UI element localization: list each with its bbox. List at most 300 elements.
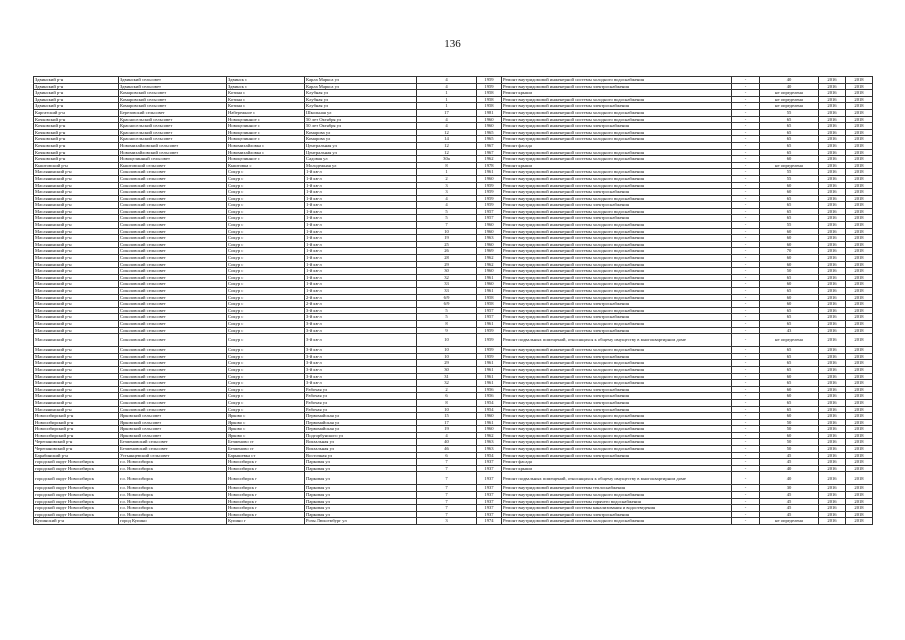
table-cell-cost: 65 <box>760 129 819 136</box>
table-cell-work: Ремонт подвальных помещений, относящихся к общему имуществу в многоквартирном доме <box>502 334 732 347</box>
table-cell-work: Ремонт крыши <box>502 162 732 169</box>
table-cell-house: 32 <box>417 380 477 387</box>
table-cell-street: 3-й кв-л <box>305 373 417 380</box>
table-cell-cost: 65 <box>760 366 819 373</box>
table-cell-year_to: 2018 <box>846 248 873 255</box>
table-cell-street: 1-й кв-л <box>305 215 417 222</box>
table-cell-locality: Новоцелинное с <box>227 129 305 136</box>
table-cell-count: - <box>732 511 760 518</box>
table-cell-cost: 65 <box>760 195 819 202</box>
table-cell-street: 3-й кв-л <box>305 320 417 327</box>
table-cell-year: 1965 <box>477 136 502 143</box>
table-cell-year: 1958 <box>477 90 502 97</box>
table-cell-street: Комарова ул <box>305 136 417 143</box>
table-cell-count: - <box>732 360 760 367</box>
table-cell-settlement: Ярковский сельсовет <box>119 432 227 439</box>
table-cell-house: 7 <box>417 505 477 512</box>
table-cell-work: Ремонт внутридомовой инженерной системы холодного водоснабжения <box>502 109 732 116</box>
table-cell-house: 19 <box>417 235 477 242</box>
table-cell-count: - <box>732 149 760 156</box>
table-cell-cost: 50 <box>760 426 819 433</box>
table-cell-locality: Ярково с <box>227 413 305 420</box>
table-cell-district: Маслянинский р-н <box>34 189 119 196</box>
table-cell-year_from: 2016 <box>819 195 846 202</box>
table-cell-district: Здвинский р-н <box>34 83 119 90</box>
table-cell-district: Маслянинский р-н <box>34 169 119 176</box>
table-cell-year_to: 2018 <box>846 274 873 281</box>
table-cell-settlement: г.о. Новосибирск <box>119 492 227 499</box>
table-cell-year: 1961 <box>477 274 502 281</box>
table-cell-settlement: Соколовский сельсовет <box>119 366 227 373</box>
table-cell-year_from: 2016 <box>819 228 846 235</box>
table-cell-locality: Новосибирск г <box>227 465 305 472</box>
table-row <box>34 334 873 347</box>
table-cell-work: Ремонт внутридомовой инженерной системы холодного водоснабжения <box>502 288 732 295</box>
table-row <box>34 452 873 459</box>
table-cell-street: Рабочая ул <box>305 386 417 393</box>
table-cell-settlement: Березовский сельсовет <box>119 109 227 116</box>
table-cell-year_from: 2016 <box>819 235 846 242</box>
table-cell-house: 15 <box>417 413 477 420</box>
table-cell-district: Кочковский р-н <box>34 156 119 163</box>
table-cell-street: 1-й кв-л <box>305 195 417 202</box>
table-cell-locality: Сокур с <box>227 202 305 209</box>
table-cell-year_from: 2016 <box>819 485 846 492</box>
table-cell-locality: Сокур с <box>227 228 305 235</box>
table-cell-count: - <box>732 142 760 149</box>
table-cell-year_from: 2016 <box>819 505 846 512</box>
table-cell-locality: Здвинск с <box>227 83 305 90</box>
table-cell-district: городской округ Новосибирск <box>34 459 119 466</box>
table-cell-settlement: Соколовский сельсовет <box>119 399 227 406</box>
table-cell-year: 1959 <box>477 347 502 354</box>
table-cell-locality: Новосибирск г <box>227 472 305 485</box>
table-cell-locality: Сокур с <box>227 189 305 196</box>
table-cell-house: 10 <box>417 353 477 360</box>
table-row <box>34 228 873 235</box>
table-cell-street: Парковая ул <box>305 472 417 485</box>
table-cell-settlement: город Купино <box>119 518 227 525</box>
table-cell-house: 33 <box>417 288 477 295</box>
table-cell-year_to: 2018 <box>846 129 873 136</box>
table-cell-house: 4 <box>417 432 477 439</box>
table-cell-year: 1958 <box>477 96 502 103</box>
table-cell-year: 1937 <box>477 465 502 472</box>
table-cell-house: 1 <box>417 103 477 110</box>
table-cell-year_from: 2016 <box>819 241 846 248</box>
table-cell-district: Маслянинский р-н <box>34 261 119 268</box>
table-cell-house: 7 <box>417 485 477 492</box>
table-cell-cost: 65 <box>760 123 819 130</box>
table-cell-count: - <box>732 288 760 295</box>
table-cell-year: 1960 <box>477 175 502 182</box>
table-cell-count: - <box>732 505 760 512</box>
table-cell-year_to: 2018 <box>846 268 873 275</box>
table-cell-year_from: 2016 <box>819 432 846 439</box>
table-cell-house: 1 <box>417 169 477 176</box>
table-cell-cost: 60 <box>760 393 819 400</box>
table-cell-settlement: Ярковский сельсовет <box>119 413 227 420</box>
table-cell-settlement: Соколовский сельсовет <box>119 307 227 314</box>
table-cell-settlement: Соколовский сельсовет <box>119 175 227 182</box>
table-cell-settlement: Соколовский сельсовет <box>119 208 227 215</box>
table-cell-street: 1-й кв-л <box>305 169 417 176</box>
table-cell-year_to: 2018 <box>846 353 873 360</box>
table-cell-cost: 65 <box>760 307 819 314</box>
table-cell-district: Маслянинский р-н <box>34 288 119 295</box>
table-cell-year_to: 2018 <box>846 386 873 393</box>
table-cell-house: 17 <box>417 419 477 426</box>
table-row <box>34 162 873 169</box>
table-cell-year_to: 2018 <box>846 149 873 156</box>
table-cell-year: 1960 <box>477 281 502 288</box>
table-cell-district: городской округ Новосибирск <box>34 472 119 485</box>
table-cell-year_to: 2018 <box>846 347 873 354</box>
table-row <box>34 103 873 110</box>
table-cell-count: - <box>732 419 760 426</box>
table-cell-year_to: 2018 <box>846 116 873 123</box>
table-row <box>34 182 873 189</box>
table-row <box>34 353 873 360</box>
table-cell-work: Ремонт внутридомовой инженерной системы холодного водоснабжения <box>502 380 732 387</box>
table-cell-year_from: 2016 <box>819 208 846 215</box>
table-cell-year_from: 2016 <box>819 465 846 472</box>
table-cell-settlement: Ярковский сельсовет <box>119 419 227 426</box>
table-cell-district: Маслянинский р-н <box>34 182 119 189</box>
table-row <box>34 307 873 314</box>
table-cell-count: - <box>732 235 760 242</box>
table-cell-locality: Сокур с <box>227 399 305 406</box>
table-cell-house: 7 <box>417 492 477 499</box>
table-cell-count: - <box>732 426 760 433</box>
table-cell-year_to: 2018 <box>846 373 873 380</box>
table-cell-street: Комарова ул <box>305 129 417 136</box>
table-cell-street: Восточная ул <box>305 452 417 459</box>
table-cell-house: 17 <box>417 109 477 116</box>
table-cell-year_from: 2016 <box>819 327 846 334</box>
table-cell-count: - <box>732 465 760 472</box>
table-cell-district: Маслянинский р-н <box>34 353 119 360</box>
table-cell-house: 9 <box>417 327 477 334</box>
table-cell-cost: 65 <box>760 406 819 413</box>
table-cell-settlement: Красносельский сельсовет <box>119 136 227 143</box>
table-cell-count: - <box>732 248 760 255</box>
table-row <box>34 386 873 393</box>
table-cell-district: городской округ Новосибирск <box>34 465 119 472</box>
table-cell-settlement: г.о. Новосибирск <box>119 465 227 472</box>
table-cell-settlement: Соколовский сельсовет <box>119 353 227 360</box>
table-cell-work: Ремонт фасада <box>502 459 732 466</box>
table-row <box>34 208 873 215</box>
table-cell-year: 1960 <box>477 116 502 123</box>
table-cell-work: Ремонт внутридомовой инженерной системы электроснабжения <box>502 399 732 406</box>
table-cell-cost: 45 <box>760 511 819 518</box>
table-cell-house: 31 <box>417 373 477 380</box>
table-row <box>34 261 873 268</box>
table-cell-house: 1 <box>417 90 477 97</box>
table-row <box>34 215 873 222</box>
table-cell-district: Здвинский р-н <box>34 103 119 110</box>
table-cell-work: Ремонт внутридомовой инженерной системы холодного водоснабжения <box>502 222 732 229</box>
table-row <box>34 268 873 275</box>
table-cell-cost: 60 <box>760 235 819 242</box>
table-cell-year: 1962 <box>477 156 502 163</box>
table-row <box>34 492 873 499</box>
table-cell-settlement: Комаровский сельсовет <box>119 96 227 103</box>
table-cell-street: 1-й кв-л <box>305 235 417 242</box>
table-cell-work: Ремонт внутридомовой инженерной системы холодного водоснабжения <box>502 274 732 281</box>
table-row <box>34 202 873 209</box>
table-cell-year_to: 2018 <box>846 202 873 209</box>
table-row <box>34 498 873 505</box>
table-cell-year: 1958 <box>477 103 502 110</box>
table-cell-year_from: 2016 <box>819 380 846 387</box>
table-cell-cost: 65 <box>760 208 819 215</box>
table-cell-count: - <box>732 96 760 103</box>
table-cell-year_to: 2018 <box>846 208 873 215</box>
table-cell-settlement: Соколовский сельсовет <box>119 327 227 334</box>
table-cell-count: - <box>732 399 760 406</box>
table-cell-work: Ремонт внутридомовой инженерной системы электроснабжения <box>502 353 732 360</box>
table-cell-house: 2 <box>417 175 477 182</box>
table-cell-district: Кочковский р-н <box>34 136 119 143</box>
table-cell-settlement: г.о. Новосибирск <box>119 472 227 485</box>
table-cell-year_to: 2018 <box>846 142 873 149</box>
table-cell-district: Новосибирский р-н <box>34 426 119 433</box>
table-row <box>34 96 873 103</box>
table-cell-street: Розы Люксембург ул <box>305 518 417 525</box>
table-cell-year: 1954 <box>477 406 502 413</box>
table-cell-work: Ремонт внутридомовой инженерной системы холодного водоснабжения <box>502 413 732 420</box>
table-cell-year_from: 2016 <box>819 149 846 156</box>
table-cell-locality: Набережное с <box>227 109 305 116</box>
table-cell-house: 4 <box>417 195 477 202</box>
table-row <box>34 156 873 163</box>
table-cell-work: Ремонт внутридомовой инженерной системы электроснабжения <box>502 452 732 459</box>
table-cell-street: Первомайская ул <box>305 426 417 433</box>
table-cell-year_to: 2018 <box>846 261 873 268</box>
table-cell-year_from: 2016 <box>819 314 846 321</box>
table-cell-count: - <box>732 472 760 485</box>
table-row <box>34 136 873 143</box>
table-cell-work: Ремонт внутридомовой инженерной системы холодного водоснабжения <box>502 77 732 84</box>
table-cell-count: - <box>732 268 760 275</box>
table-cell-count: - <box>732 103 760 110</box>
table-cell-count: - <box>732 406 760 413</box>
table-cell-year_from: 2016 <box>819 472 846 485</box>
table-cell-cost: 60 <box>760 228 819 235</box>
table-cell-year_to: 2018 <box>846 511 873 518</box>
table-cell-house: 46 <box>417 446 477 453</box>
table-cell-cost: 65 <box>760 314 819 321</box>
table-cell-year_to: 2018 <box>846 103 873 110</box>
table-cell-year_from: 2016 <box>819 109 846 116</box>
table-cell-count: - <box>732 189 760 196</box>
table-cell-locality: Котина с <box>227 103 305 110</box>
table-cell-year: 1961 <box>477 380 502 387</box>
table-cell-cost: 65 <box>760 116 819 123</box>
table-cell-street: 50 лет Октября ул <box>305 116 417 123</box>
table-cell-district: Маслянинский р-н <box>34 301 119 308</box>
table-cell-district: Новосибирский р-н <box>34 413 119 420</box>
table-cell-year_to: 2018 <box>846 472 873 485</box>
page-number: 136 <box>444 38 461 50</box>
table-cell-house: 7 <box>417 511 477 518</box>
table-cell-district: Барабинский р-н <box>34 452 119 459</box>
table-cell-house: 30 <box>417 268 477 275</box>
table-cell-locality: Сокур с <box>227 208 305 215</box>
table-cell-year_from: 2016 <box>819 452 846 459</box>
table-cell-work: Ремонт крыши <box>502 90 732 97</box>
table-cell-settlement: Здвинский сельсовет <box>119 83 227 90</box>
table-cell-locality: Сокур с <box>227 248 305 255</box>
table-cell-year_from: 2016 <box>819 83 846 90</box>
table-cell-year_to: 2018 <box>846 366 873 373</box>
table-cell-work: Ремонт внутридомовой инженерной системы электроснабжения <box>502 202 732 209</box>
table-cell-count: - <box>732 109 760 116</box>
table-cell-house: 5 <box>417 307 477 314</box>
table-cell-year: 1961 <box>477 419 502 426</box>
table-cell-street: 1-й кв-л <box>305 222 417 229</box>
table-cell-cost: 45 <box>760 459 819 466</box>
table-cell-count: - <box>732 314 760 321</box>
table-cell-year: 1937 <box>477 492 502 499</box>
table-row <box>34 347 873 354</box>
table-cell-locality: Сокур с <box>227 360 305 367</box>
table-cell-year_to: 2018 <box>846 452 873 459</box>
table-cell-house: 10 <box>417 406 477 413</box>
table-cell-cost: не определена <box>760 334 819 347</box>
table-cell-work: Ремонт внутридомовой инженерной системы электроснабжения <box>502 215 732 222</box>
table-cell-cost: 40 <box>760 472 819 485</box>
table-cell-count: - <box>732 222 760 229</box>
table-cell-year_to: 2018 <box>846 485 873 492</box>
table-cell-locality: Безменово ст <box>227 446 305 453</box>
table-cell-count: - <box>732 373 760 380</box>
table-cell-cost: не определена <box>760 96 819 103</box>
table-cell-locality: Сокур с <box>227 386 305 393</box>
table-row <box>34 505 873 512</box>
table-cell-year_from: 2016 <box>819 248 846 255</box>
table-cell-year_to: 2018 <box>846 77 873 84</box>
table-cell-house: 2 <box>417 386 477 393</box>
table-cell-count: - <box>732 439 760 446</box>
table-row <box>34 511 873 518</box>
table-cell-house: 5 <box>417 215 477 222</box>
table-cell-year_from: 2016 <box>819 320 846 327</box>
table-cell-locality: Сокур с <box>227 288 305 295</box>
table-body <box>34 77 873 525</box>
table-cell-district: Маслянинский р-н <box>34 222 119 229</box>
table-cell-count: - <box>732 459 760 466</box>
table-cell-work: Ремонт внутридомовой инженерной системы холодного водоснабжения <box>502 261 732 268</box>
table-cell-district: Маслянинский р-н <box>34 406 119 413</box>
table-cell-house: 4 <box>417 202 477 209</box>
table-cell-street: 3-й кв-л <box>305 334 417 347</box>
table-cell-street: 1-й кв-л <box>305 175 417 182</box>
table-cell-year_to: 2018 <box>846 393 873 400</box>
table-cell-house: 4 <box>417 77 477 84</box>
table-cell-year_from: 2016 <box>819 347 846 354</box>
table-cell-work: Ремонт внутридомовой инженерной системы холодного водоснабжения <box>502 129 732 136</box>
table-cell-year_from: 2016 <box>819 294 846 301</box>
table-cell-house: 3 <box>417 182 477 189</box>
table-cell-year_from: 2016 <box>819 301 846 308</box>
table-cell-year_from: 2016 <box>819 360 846 367</box>
table-cell-street: 3-й кв-л <box>305 353 417 360</box>
table-cell-count: - <box>732 274 760 281</box>
table-cell-street: Садовая ул <box>305 156 417 163</box>
table-cell-year_to: 2018 <box>846 169 873 176</box>
table-cell-settlement: Соколовский сельсовет <box>119 301 227 308</box>
table-cell-house: 10 <box>417 228 477 235</box>
table-cell-count: - <box>732 90 760 97</box>
table-cell-settlement: Соколовский сельсовет <box>119 347 227 354</box>
table-cell-district: Кочковский р-н <box>34 149 119 156</box>
table-cell-year_from: 2016 <box>819 419 846 426</box>
table-cell-street: 1-й кв-л <box>305 268 417 275</box>
table-cell-year_from: 2016 <box>819 288 846 295</box>
table-cell-year_from: 2016 <box>819 426 846 433</box>
table-cell-street: Вокзальная ул <box>305 439 417 446</box>
table-row <box>34 406 873 413</box>
table-cell-count: - <box>732 228 760 235</box>
table-cell-count: - <box>732 452 760 459</box>
table-cell-settlement: Соколовский сельсовет <box>119 261 227 268</box>
table-cell-street: 1-й кв-л <box>305 208 417 215</box>
table-cell-district: Маслянинский р-н <box>34 248 119 255</box>
table-row <box>34 123 873 130</box>
table-cell-cost: не определена <box>760 162 819 169</box>
table-cell-locality: Новосибирск г <box>227 459 305 466</box>
table-cell-year: 1959 <box>477 327 502 334</box>
table-cell-count: - <box>732 380 760 387</box>
table-cell-district: Маслянинский р-н <box>34 327 119 334</box>
capital-repair-table <box>33 76 873 525</box>
table-cell-settlement: Соколовский сельсовет <box>119 215 227 222</box>
table-row <box>34 281 873 288</box>
table-cell-settlement: Красносельский сельсовет <box>119 129 227 136</box>
table-cell-locality: Ярково с <box>227 426 305 433</box>
table-cell-year_to: 2018 <box>846 399 873 406</box>
table-cell-district: Кочковский р-н <box>34 142 119 149</box>
table-cell-street: 1-й кв-л <box>305 248 417 255</box>
table-cell-cost: 60 <box>760 281 819 288</box>
table-row <box>34 327 873 334</box>
table-row <box>34 235 873 242</box>
table-cell-locality: Барышевка ст <box>227 452 305 459</box>
table-cell-count: - <box>732 77 760 84</box>
table-cell-street: 1-й кв-л <box>305 288 417 295</box>
table-cell-district: Маслянинский р-н <box>34 373 119 380</box>
table-cell-house: 12 <box>417 149 477 156</box>
table-cell-cost: 65 <box>760 399 819 406</box>
table-cell-district: Кыштовский р-н <box>34 162 119 169</box>
table-cell-cost: 65 <box>760 353 819 360</box>
table-cell-work: Ремонт внутридомовой инженерной системы электроснабжения <box>502 393 732 400</box>
table-cell-settlement: Устьянцевский сельсовет <box>119 452 227 459</box>
table-cell-house: 25 <box>417 241 477 248</box>
table-cell-street: 3-й кв-л <box>305 307 417 314</box>
table-cell-year: 1959 <box>477 182 502 189</box>
table-cell-work: Ремонт внутридомовой инженерной системы холодного водоснабжения <box>502 208 732 215</box>
table-row <box>34 446 873 453</box>
table-cell-locality: Купино г <box>227 518 305 525</box>
table-cell-house: 32 <box>417 274 477 281</box>
table-cell-work: Ремонт внутридомовой инженерной системы холодного водоснабжения <box>502 241 732 248</box>
table-cell-house: 19 <box>417 426 477 433</box>
table-cell-settlement: Соколовский сельсовет <box>119 373 227 380</box>
